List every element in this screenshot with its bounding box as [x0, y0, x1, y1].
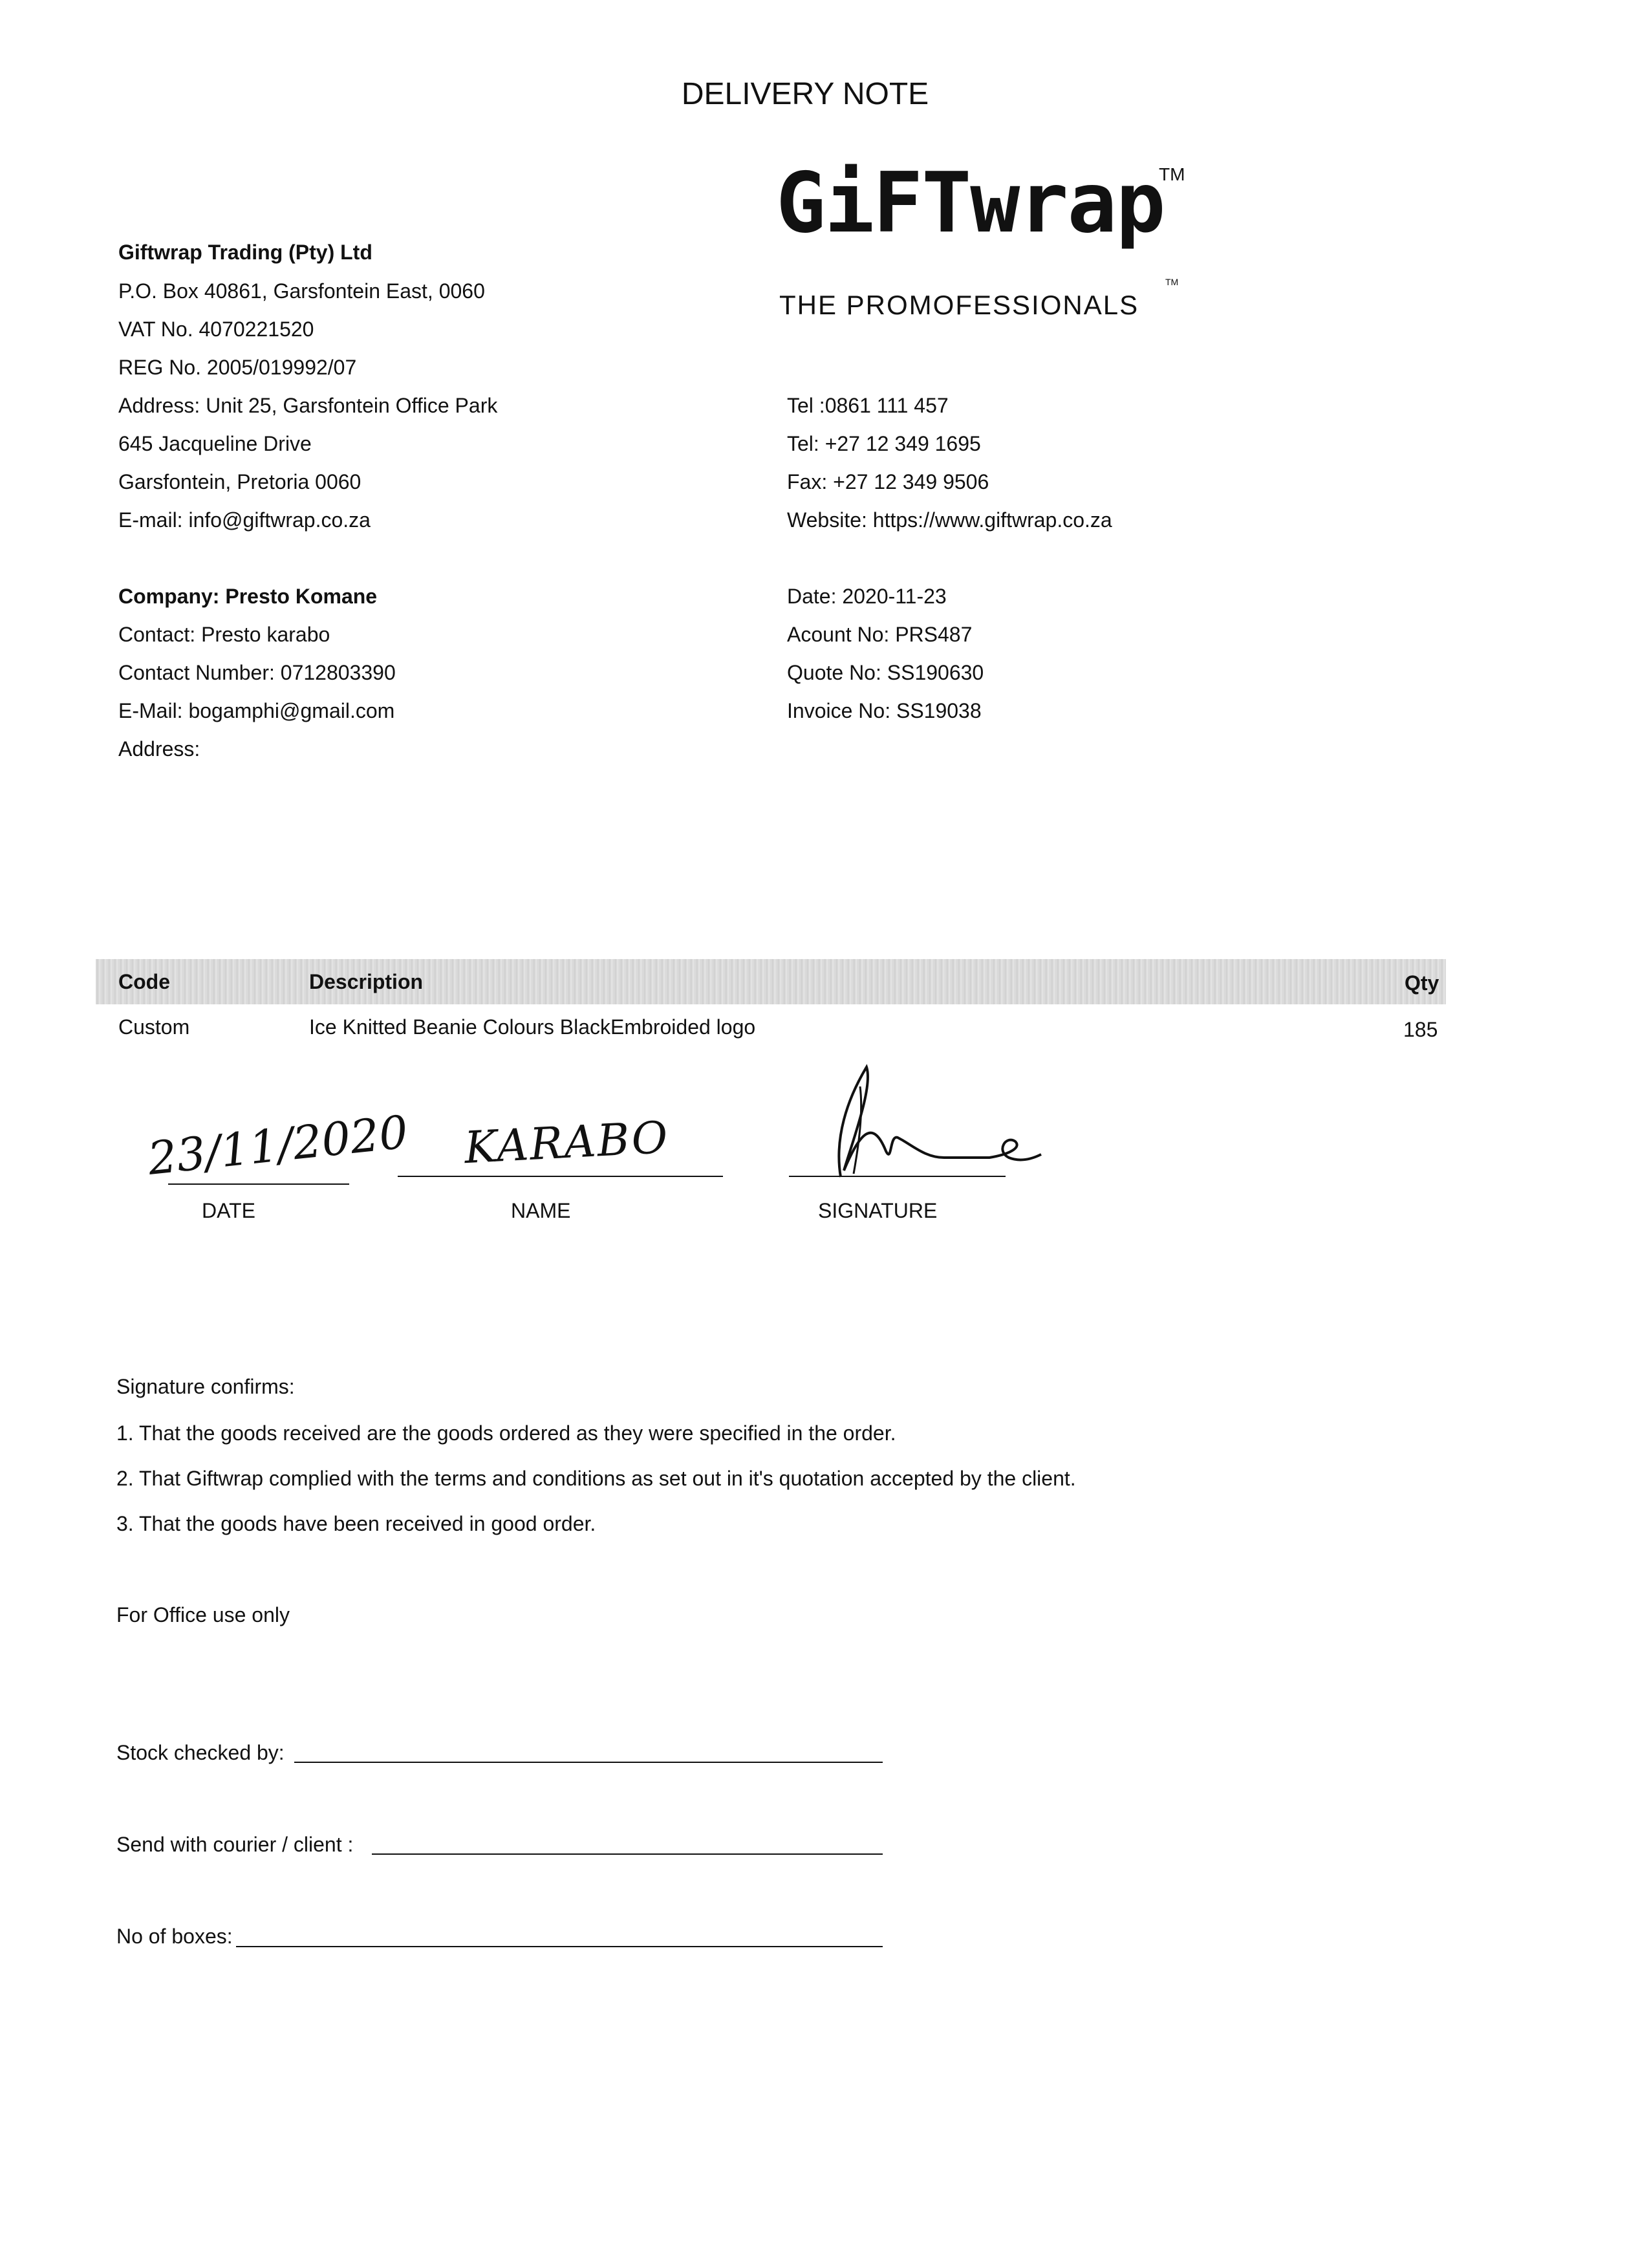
sender-address-2: 645 Jacqueline Drive — [118, 432, 312, 455]
confirms-item-1: 1. That the goods received are the goods ordered as they were specified in the order. — [116, 1421, 896, 1445]
stock-checked-line — [294, 1762, 883, 1763]
tagline-trademark: TM — [1165, 277, 1179, 287]
sender-po-box: P.O. Box 40861, Garsfontein East, 0060 — [118, 279, 485, 303]
doc-account: Acount No: PRS487 — [787, 623, 973, 646]
confirms-item-2: 2. That Giftwrap complied with the terms and conditions as set out in it's quotation accepted by the client. — [116, 1467, 1076, 1490]
handwritten-name: KARABO — [463, 1112, 671, 1174]
table-header-qty: Qty — [1405, 971, 1439, 995]
client-contact-number: Contact Number: 0712803390 — [118, 661, 396, 684]
client-email: E-Mail: bogamphi@gmail.com — [118, 699, 395, 722]
office-heading: For Office use only — [116, 1603, 290, 1626]
sender-reg: REG No. 2005/019992/07 — [118, 356, 357, 379]
document-title: DELIVERY NOTE — [681, 77, 929, 111]
confirms-item-3: 3. That the goods have been received in good order. — [116, 1512, 596, 1535]
courier-line — [372, 1853, 883, 1855]
name-line — [398, 1176, 723, 1177]
confirms-heading: Signature confirms: — [116, 1375, 295, 1398]
contact-fax: Fax: +27 12 349 9506 — [787, 470, 989, 493]
sender-address-3: Garsfontein, Pretoria 0060 — [118, 470, 361, 493]
contact-tel-1: Tel :0861 111 457 — [787, 394, 949, 417]
name-label: NAME — [511, 1199, 571, 1222]
client-contact: Contact: Presto karabo — [118, 623, 330, 646]
doc-quote: Quote No: SS190630 — [787, 661, 984, 684]
sender-vat: VAT No. 4070221520 — [118, 318, 314, 341]
date-label: DATE — [202, 1199, 255, 1222]
handwritten-date: 23/11/2020 — [145, 1105, 411, 1185]
sender-address-1: Address: Unit 25, Garsfontein Office Park — [118, 394, 498, 417]
contact-website: Website: https://www.giftwrap.co.za — [787, 508, 1112, 532]
handwritten-signature — [776, 1061, 1048, 1190]
logo-trademark: TM — [1159, 164, 1185, 184]
boxes-line — [236, 1946, 883, 1947]
table-cell-description: Ice Knitted Beanie Colours BlackEmbroided logo — [309, 1015, 756, 1039]
courier-label: Send with courier / client : — [116, 1833, 354, 1856]
boxes-label: No of boxes: — [116, 1925, 233, 1948]
giftwrap-logo — [776, 155, 1185, 272]
signature-line — [789, 1176, 1006, 1177]
doc-invoice: Invoice No: SS19038 — [787, 699, 982, 722]
logo-wordmark: GiFTwrap — [776, 155, 1165, 252]
signature-label: SIGNATURE — [818, 1199, 938, 1222]
table-header-description: Description — [309, 970, 424, 993]
client-company: Company: Presto Komane — [118, 585, 378, 608]
table-header-code: Code — [118, 970, 170, 993]
sender-company: Giftwrap Trading (Pty) Ltd — [118, 241, 372, 264]
table-cell-code: Custom — [118, 1015, 190, 1039]
doc-date: Date: 2020-11-23 — [787, 585, 947, 608]
client-address: Address: — [118, 737, 200, 761]
contact-tel-2: Tel: +27 12 349 1695 — [787, 432, 981, 455]
table-header-band — [96, 959, 1446, 1004]
date-line — [168, 1183, 349, 1185]
table-cell-qty: 185 — [1403, 1018, 1438, 1041]
sender-email: E-mail: info@giftwrap.co.za — [118, 508, 371, 532]
stock-checked-label: Stock checked by: — [116, 1741, 285, 1764]
logo-tagline: THE PROMOFESSIONALS — [779, 290, 1139, 320]
